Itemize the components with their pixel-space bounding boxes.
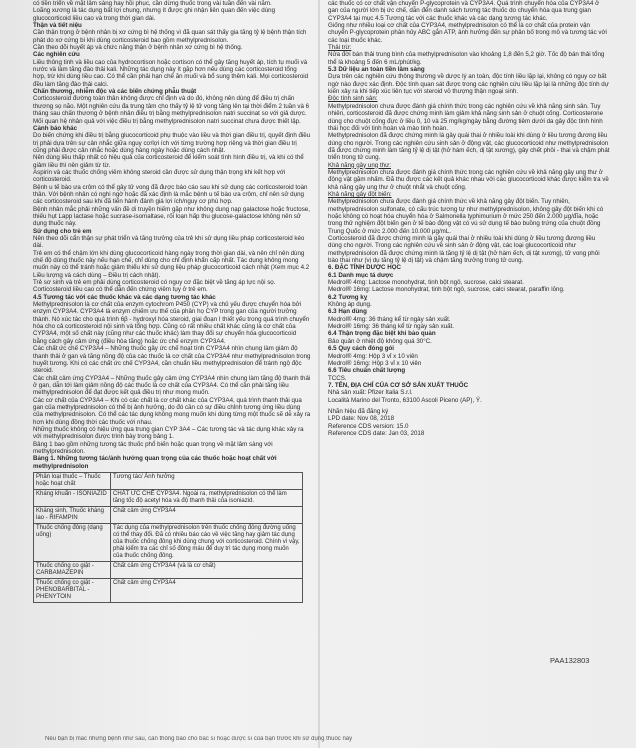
right-paragraph-block: 6. ĐẶC TÍNH DƯỢC HỌC <box>328 264 401 272</box>
left-text-blocks <box>33 0 311 470</box>
right-paragraph-block: 6.2 Tương kỵ <box>328 293 368 301</box>
right-paragraph-block: Thải trừ: <box>328 44 352 52</box>
table-row <box>34 524 303 562</box>
left-paragraph-block: Bệnh nhân mắc phải những vấn đề di truyền hiếm gặp như không dung nạp galactose hoặc fructose, thiếu hụt Lapp lactase hoặc sucrase-isomaltase, rối loạn hấp thu glucose-galactose không nên sử dụng thuốc này. <box>33 205 310 228</box>
left-paragraph-block: Methylprednisolon là cơ chất của enzym cytochrom P450 (CYP) và chủ yếu được chuyển hóa bởi enzym CYP3A4. CYP3A4 là enzym chiếm ưu thế của phân họ CYP trong gan của người trưởng thành. Nó xúc tác cho quá trình 6β - hydroxyl hóa steroid, giai đoạn I thiết yếu trong quá trình chuyển hóa cho cả corticosteroid nội sinh và tổng hợp. Cũng có rất nhiều chất khác cũng là cơ chất của CYP3A4, một số chất này (cũng như các thuốc khác) làm thay đổi sự chuyển hóa glucocorticoid bằng cách gây cảm ứng (điều hòa tăng) hoặc ức chế enzym CYP3A4. <box>33 301 310 345</box>
right-paragraph-block: Methylprednisolon chưa được đánh giá chính thức về khả năng gây đột biến. Tuy nhiên, methylprednisolon sulfonate, có cấu trúc tương tự như methylprednisolon, không gây đột biến khi có hoặc không có hoạt hóa chuyển hóa ở Salmonella typhimurium ở mức 250 đến 2.000 μg/đĩa, hoặc trong thử nghiệm đột biến gen ở tế bào động vật có vú sử dụng tế bào buồng trứng của chuột đồng Trung Quốc ở mức 2.000 đến 10.000 μg/mL. <box>328 198 604 235</box>
right-paragraph-block: 6.4 Thận trọng đặc biệt khi bảo quản <box>328 330 436 338</box>
right-paragraph-block: 6.3 Hạn dùng <box>328 308 367 316</box>
right-paragraph-block: Dựa trên các nghiên cứu thông thường về dược lý an toàn, độc tính liều lặp lại, không có nguy cơ bất ngờ nào được xác định. Độc tính quan sát được trong các nghiên cứu liều lặp lại là những độc tính dự kiến xảy ra khi tiếp xúc liên tục với steroid vỏ thượng thận ngoại sinh. <box>328 73 609 96</box>
left-paragraph-block: Nên theo dõi cẩn thận sự phát triển và tăng trưởng của trẻ khi sử dụng liều pháp corticosteroid kéo dài. <box>33 235 305 250</box>
right-paragraph-block: Medrol® 4mg: Hộp 3 vỉ x 10 viên <box>328 352 418 360</box>
right-paragraph-block: Medrol® 4mg: Lactose monohydrat, tinh bột ngô, sucrose, calci stearat. <box>328 279 524 287</box>
table-header-row <box>34 473 303 490</box>
left-paragraph-block: Chấn thương, nhiễm độc và các biến chứng phẫu thuật <box>33 88 197 96</box>
table-cell-drug: Thuốc chống đông (dạng uống) <box>34 524 111 562</box>
right-paragraph-block: LPD date: Nov 08, 2018 <box>328 415 395 423</box>
right-paragraph-block: 6.5 Quy cách đóng gói <box>328 345 395 353</box>
left-paragraph-block: 4.5 Tương tác với các thuốc khác và các dạng tương tác khác <box>33 293 216 301</box>
left-paragraph-block: Liều thông tinh và liều cao của hydrocortison hoặc cortison có thể gây tăng huyết áp, tích tụ muối và nước và làm tăng đào thải kali. Những tác dụng này ít gặp hơn nếu dùng các corticosteroid tổng hợp, trừ khi dùng liều cao. Có thể cần phải hạn chế ăn muối và bổ sung thêm kali. Mọi corticosteroid đều làm tăng đào thải calci. <box>33 58 309 88</box>
left-paragraph-block: Bảng 1 bao gồm những tương tác thuốc phổ biến hoặc quan trọng về mặt lâm sàng với methylprednisolon. <box>33 440 273 455</box>
left-paragraph-block: Các chất cảm ứng CYP3A4 – Những thuốc gây cảm ứng CYP3A4 nhìn chung làm tăng độ thanh thải ở gan, dẫn tới làm giảm nồng độ các thuốc là cơ chất của CYP3A4. Có thể cần phải tăng liều methylprednisolon để đạt được kết quả điều trị như mong muốn. <box>33 374 311 397</box>
left-paragraph-block: Những thuốc không có hiệu ứng qua trung gian CYP 3A4 – Các tương tác và tác dụng khác xảy ra với methylprednisolon được trình bày trong bảng 1. <box>33 425 304 441</box>
right-paragraph-block: TCCS. <box>328 374 347 382</box>
right-paragraph-block: Nhãn hiệu đã đăng ký <box>328 407 389 415</box>
right-paragraph-block: Corticosteroid đã được chứng minh là gây quái thai ở nhiều loài khi dùng ở liều tương đương liều dùng cho người. Trong các nghiên cứu về sinh sản ở động vật, các loại glucocorticoid như methylprednisolon đã được chứng minh là tăng tỷ lệ dị tật (hở hàm ếch, dị tật xương), tử vong phôi bào thai như (vị dụ tăng tỷ lệ dị tật) và chậm tăng trưởng trong tử cung. <box>328 235 600 265</box>
table-cell-drug: Thuốc chống co giật - CARBAMAZEPIN <box>34 562 111 579</box>
left-paragraph-block: Sử dụng cho trẻ em <box>33 227 92 235</box>
left-column <box>33 0 311 722</box>
table-header-drug: Phân loại thuốc – Thuốc hoặc hoạt chất <box>34 473 111 490</box>
left-paragraph-block: Cần thận trọng ở bệnh nhân bị xơ cứng bì hệ thống vì đã quan sát thấy gia tăng tỷ lệ bệnh thận tích phát do xơ cứng bì khi dùng corticosteroid bao gồm methylprednisolon. <box>33 29 307 44</box>
right-paragraph-block: 6.6 Tiêu chuẩn chất lượng <box>328 367 406 375</box>
table-header-effect: Tương tác/ Ảnh hưởng <box>111 473 303 490</box>
table-row <box>34 490 303 507</box>
right-paragraph-block: Giống như nhiều loại cơ chất của CYP3A4, methylprednisolon có thể là cơ chất của protein vận chuyển P-glycoprotein phân hủy ABC gắn ATP, ảnh hưởng đến sự phân bố trong mô và tương tác với các loại thuốc khác. <box>328 22 607 44</box>
table-cell-drug: Kháng khuẩn - ISONIAZID <box>34 490 111 507</box>
right-text-blocks <box>328 0 610 437</box>
left-paragraph-block: Corticosteroid liều cao có thể dẫn đến chứng viêm tụy ở trẻ em. <box>33 286 208 294</box>
right-paragraph-block: Khả năng gây đột biến: <box>328 190 392 198</box>
right-paragraph-block: 5.3 Dữ liệu an toàn tiền lâm sàng <box>328 66 425 74</box>
right-column <box>328 0 610 722</box>
left-paragraph-block: Các cơ chất của CYP3A4 – Khi có các chất là cơ chất khác của CYP3A4, quá trình thanh thải qua gan của methylprednisolon có thể bị ảnh hưởng, do đó cần có sự điều chỉnh tương ứng liều dùng của methylprednisolon. Có thể các tác dụng không mong muốn khi dùng từng một thuốc sẽ dễ xảy ra hơn khi dùng đồng thời các thuốc với nhau. <box>33 396 311 426</box>
left-paragraph-block: có tiền triển về mặt lâm sàng hay hồi phục, cần dừng thuốc trong vài tuần đến vài năm. <box>33 0 272 7</box>
table-cell-drug: Thuốc chống co giật - PHENOBARBITAL - PHENYTOIN <box>34 579 111 603</box>
right-paragraph-block: Medrol® 16mg: 36 tháng kể từ ngày sản xuất. <box>328 323 454 331</box>
table-cell-effect: Tác dụng của methylprednisolon trên thuốc chống đông đường uống có thể thay đổi. Đã có nhiều báo cáo về việc tăng hay giảm tác dụng của thuốc chống đông khi dùng chung với corticosteroid. Chính vì vậy, phải kiểm tra các chỉ số đông máu để duy trì tác dụng mong muốn của thuốc chống đông. <box>111 524 303 562</box>
table-row <box>34 507 303 524</box>
right-paragraph-block: Không áp dụng. <box>328 301 372 309</box>
table-cell-effect: Chất cảm ứng CYP3A4 <box>111 579 303 603</box>
left-paragraph-block: Trẻ em có thể chậm lớn khi dùng glucocorticoid hàng ngày trong thời gian dài, và nên chỉ nên dùng chế độ dùng thuốc này nếu hạn chế, chỉ dùng cho chỉ định khẩn cấp nhất. Tác dụng không mong muốn này có thể tránh hoặc giảm thiểu khi sử dụng liệu pháp glucocorticoid cách nhật (Xem mục 4.2 Liều lượng và cách dùng – Điều trị cách nhật). <box>33 249 310 279</box>
table-row <box>34 562 303 579</box>
left-paragraph-block: Các chất ức chế CYP3A4 – Những thuốc gây ức chế hoạt tính CYP3A4 nhìn chung làm giảm độ thanh thải ở gan và tăng nồng độ của các thuốc là cơ chất của CYP3A4 như methylprednisolon trong huyết tương. Khi có các chất ức chế CYP3A4, cần chuẩn liều methylprednisolon để tránh ngộ độc steroid. <box>33 345 311 375</box>
right-paragraph-block: Độc tính sinh sản: <box>328 95 378 103</box>
right-paragraph-block: Medrol® 16mg: Lactose monohydrat, tinh bột ngô, sucrose, calci stearat, paraffin lỏng. <box>328 286 565 294</box>
right-paragraph-block: Medrol® 4mg: 36 tháng kể từ ngày sản xuất. <box>328 315 451 323</box>
left-paragraph-block: Aspirin và các thuốc chống viêm không steroid cần được sử dụng thận trọng khi kết hợp với corticosteroid. <box>33 168 286 184</box>
left-paragraph-block: Loãng xương là tác dụng bất lợi chung, nhưng ít được ghi nhận liên quan đến việc dùng glucocorticoid liều cao và trong thời gian dài. <box>33 7 276 22</box>
left-paragraph-block: Cần theo dõi huyết áp và chức năng thận ở bệnh nhân xơ cứng bì hệ thống. <box>33 44 243 52</box>
table-row <box>34 579 303 603</box>
right-paragraph-block: Methylprednisolon chưa được đánh giá chính thức trong các nghiên cứu về khả năng gây ung thư ở động vật gặm nhấm. Đã thu được các kết quả khác nhau với các glucocorticoid khác được kiểm tra về khả năng gây ung thư ở chuột nhắt và chuột cống. <box>328 168 609 191</box>
right-paragraph-block: Nhà sản xuất: Pfizer Italia S.r.l. <box>328 389 413 397</box>
right-paragraph-block: Località Marino del Tronto, 63100 Ascoli Piceno (AP), Ý. <box>328 396 482 404</box>
table-body <box>34 490 303 603</box>
right-paragraph-block: các thuốc có cơ chất vận chuyển P-glycoprotein và CYP3A4. Quá trình chuyển hóa của CYP3A4 ở gan của người lớn bị ức chế, dẫn đến danh sách tương tác thuốc do chuyển hóa qua trung gian CYP3A4 tại mục 4.5 Tương tác với các thuốc khác và các dạng tương tác khác. <box>328 0 600 22</box>
left-paragraph-block: Trẻ sơ sinh và trẻ em phải dùng corticosteroid có nguy cơ đặc biệt về tăng áp lực nội sọ. <box>33 279 276 287</box>
right-paragraph-block: Nửa đời bán thải trung bình của methylprednisolon vào khoảng 1,8 đến 5,2 giờ. Tốc độ bán thải tổng thể là khoảng 5 đến 6 mL/phút/kg. <box>328 51 605 66</box>
table-cell-effect: Chất cảm ứng CYP3A4 (và là cơ chất) <box>111 562 303 579</box>
right-paragraph-block: 7. TÊN, ĐỊA CHỈ CỦA CƠ SỞ SẢN XUẤT THUỐC <box>328 381 469 389</box>
right-paragraph-block: Khả năng gây ung thư: <box>328 161 391 169</box>
left-paragraph-block: Corticosteroid đường toàn thân không được chỉ định và do đó, không nên dùng để điều trị chấn thương sọ não. Một nghiên cứu đa trung tâm cho thấy tỷ lệ tử vong tăng lên tại thời điểm 2 tuần và 6 tháng sau chấn thương ở bệnh nhân điều trị bằng methylprednisolon natri succinat so với giả dược. Mối quan hệ nhân quả với việc điều trị bằng methylprednisolon natri succinat chưa được thiết lập. <box>33 95 310 125</box>
interaction-table <box>33 472 303 603</box>
left-paragraph-block: Bảng 1. Những tương tác/ảnh hưởng quan trọng của các thuốc hoặc hoạt chất với methylprednisolon <box>33 455 277 470</box>
right-paragraph-block: 6.1 Danh mục tá dược <box>328 271 394 279</box>
next-page-bleed-text: Nếu bạn bị mắc những bệnh như sau, cần thông báo cho bác sĩ hoặc dược sĩ của bạn trước khi sử dụng thuốc này <box>45 736 353 742</box>
table-cell-drug: Kháng sinh, Thuốc kháng lao - RIFAMPIN <box>34 507 111 524</box>
document-code: PAA132803 <box>550 656 590 665</box>
right-paragraph-block: Medrol® 16mg: Hộp 3 vỉ x 10 viên <box>328 359 422 367</box>
left-paragraph-block: Các nghiên cứu <box>33 51 80 59</box>
right-paragraph-block: Bảo quản ở nhiệt độ không quá 30°C. <box>328 337 432 345</box>
page-fold <box>318 0 320 748</box>
left-paragraph-block: Bệnh u tế bào ưa crôm có thể gây tử vong đã được báo cáo sau khi sử dụng các corticosteroid toàn thân. Với bệnh nhân có nghi ngờ hoặc đã xác định là mắc bệnh u tế bào ưa crôm, chỉ nên sử dụng các corticosteroid sau khi đã tiến hành đánh giá lợi ích/nguy cơ phù hợp. <box>33 183 308 206</box>
left-paragraph-block: Thận và tiết niệu <box>33 22 82 30</box>
table-cell-effect: Chất cảm ứng CYP3A4 <box>111 507 303 524</box>
right-paragraph-block: Reference CDS version: 15.0 <box>328 422 409 430</box>
left-paragraph-block: Nên dùng liều thấp nhất có hiệu quả của corticosteroid để kiểm soát tình hình điều trị, và khi có thể giảm liều thì nên giảm từ từ. <box>33 154 304 169</box>
right-paragraph-block: Methylprednisolon chưa được đánh giá chính thức trong các nghiên cứu về khả năng sinh sản. Tuy nhiên, corticosteroid đã được chứng minh làm giảm khả năng sinh sản ở chuột cống. Corticosterone dùng cho chuột cống đực ở liều 0, 10 và 25 mg/kg/ngày bằng đường tiêm dưới da gây độc tính hình thái học đối với tinh hoàn và mào tinh hoàn. <box>328 102 604 132</box>
table-cell-effect: CHẤT ỨC CHẾ CYP3A4. Ngoài ra, methylprednisolon có thể làm tăng tốc độ acetyl hóa và độ thanh thải của isoniazid. <box>111 490 303 507</box>
left-paragraph-block: Do biến chứng khi điều trị bằng glucocorticoid phụ thuộc vào liều và thời gian điều trị, quyết định điều trị phải dựa trên sự cân nhắc giữa nguy cơ/lợi ích với từng trường hợp riêng và thời gian điều trị cũng phải được cân nhắc hoặc dùng hàng ngày hoặc dùng cách nhật. <box>33 132 311 154</box>
left-paragraph-block: Cảnh báo khác <box>33 124 78 132</box>
right-paragraph-block: Methylprednisolon đã được chứng minh là gây quái thai ở nhiều loài khi dùng ở liều tương đương liều dùng cho người. Trong các nghiên cứu sinh sản ở động vật, các glucocorticoid như methylprednisolon đã được chứng minh làm tăng tỷ lệ dị tật (hở hàm ếch, dị tật xương), gây chết phôi - thai và chậm phát triển trong tử cung. <box>328 132 610 162</box>
right-paragraph-block: Reference CDS date: Jan 03, 2018 <box>328 429 425 437</box>
